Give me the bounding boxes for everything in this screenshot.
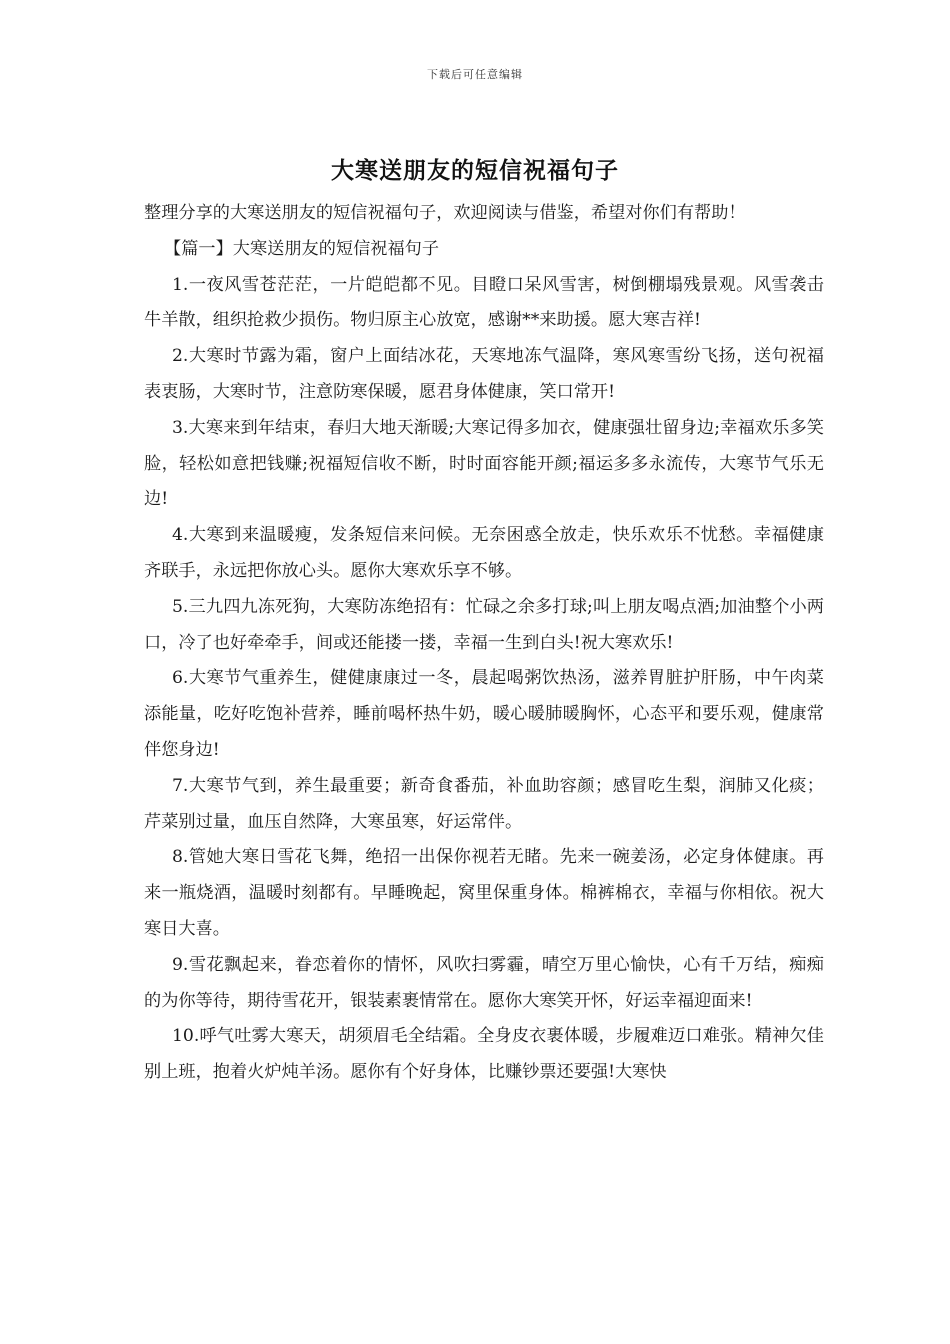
header-note: 下载后可任意编辑 bbox=[427, 68, 523, 81]
blessing-item-4: 4.大寒到来温暖瘦，发条短信来问候。无奈困惑全放走，快乐欢乐不忧愁。幸福健康齐联手，永远把你放心头。愿你大寒欢乐享不够。 bbox=[144, 525, 824, 581]
document-body bbox=[144, 196, 824, 1091]
blessing-item-9: 9.雪花飘起来，眷恋着你的情怀，风吹扫雾霾，晴空万里心愉快，心有千万结，痴痴的为你等待，期待雪花开，银装素裹情常在。愿你大寒笑开怀，好运幸福迎面来! bbox=[144, 954, 824, 1011]
section-heading: 【篇一】大寒送朋友的短信祝福句子 bbox=[164, 238, 440, 259]
blessing-item-2: 2.大寒时节露为霜，窗户上面结冰花，天寒地冻气温降，寒风寒雪纷飞扬，送句祝福表衷肠，大寒时节，注意防寒保暖，愿君身体健康，笑口常开! bbox=[144, 346, 824, 402]
blessing-item-7: 7.大寒节气到，养生最重要；新奇食番茄，补血助容颜；感冒吃生梨，润肺又化痰；芹菜别过量，血压自然降，大寒虽寒，好运常伴。 bbox=[144, 775, 824, 832]
blessing-item-1: 1.一夜风雪苍茫茫，一片皑皑都不见。目瞪口呆风雪害，树倒棚塌残景观。风雪袭击牛羊散，组织抢救少损伤。物归原主心放宽，感谢**来助援。愿大寒吉祥! bbox=[144, 274, 824, 331]
document-title: 大寒送朋友的短信祝福句子 bbox=[331, 158, 619, 184]
blessing-item-8: 8.管她大寒日雪花飞舞，绝招一出保你视若无睹。先来一碗姜汤，必定身体健康。再来一瓶烧酒，温暖时刻都有。早睡晚起，窝里保重身体。棉裤棉衣，幸福与你相依。祝大寒日大喜。 bbox=[144, 847, 824, 939]
blessing-item-5: 5.三九四九冻死狗，大寒防冻绝招有：忙碌之余多打球;叫上朋友喝点酒;加油整个小两口，冷了也好牵牵手，间或还能搂一搂，幸福一生到白头!祝大寒欢乐! bbox=[144, 596, 824, 653]
blessing-item-6: 6.大寒节气重养生，健健康康过一冬，晨起喝粥饮热汤，滋养胃脏护肝肠，中午肉菜添能量，吃好吃饱补营养，睡前喝杯热牛奶，暖心暖肺暖胸怀，心态平和要乐观，健康常伴您身边! bbox=[144, 668, 824, 760]
blessing-item-3: 3.大寒来到年结束，春归大地天渐暖;大寒记得多加衣，健康强壮留身边;幸福欢乐多笑脸，轻松如意把钱赚;祝福短信收不断，时时面容能开颜;福运多多永流传，大寒节气乐无边! bbox=[144, 417, 824, 510]
blessing-item-10: 10.呼气吐雾大寒天，胡须眉毛全结霜。全身皮衣裹体暖，步履难迈口难张。精神欠佳别上班，抱着火炉炖羊汤。愿你有个好身体，比赚钞票还要强!大寒快 bbox=[144, 1026, 824, 1083]
intro-paragraph: 整理分享的大寒送朋友的短信祝福句子，欢迎阅读与借鉴，希望对你们有帮助！ bbox=[144, 203, 746, 223]
